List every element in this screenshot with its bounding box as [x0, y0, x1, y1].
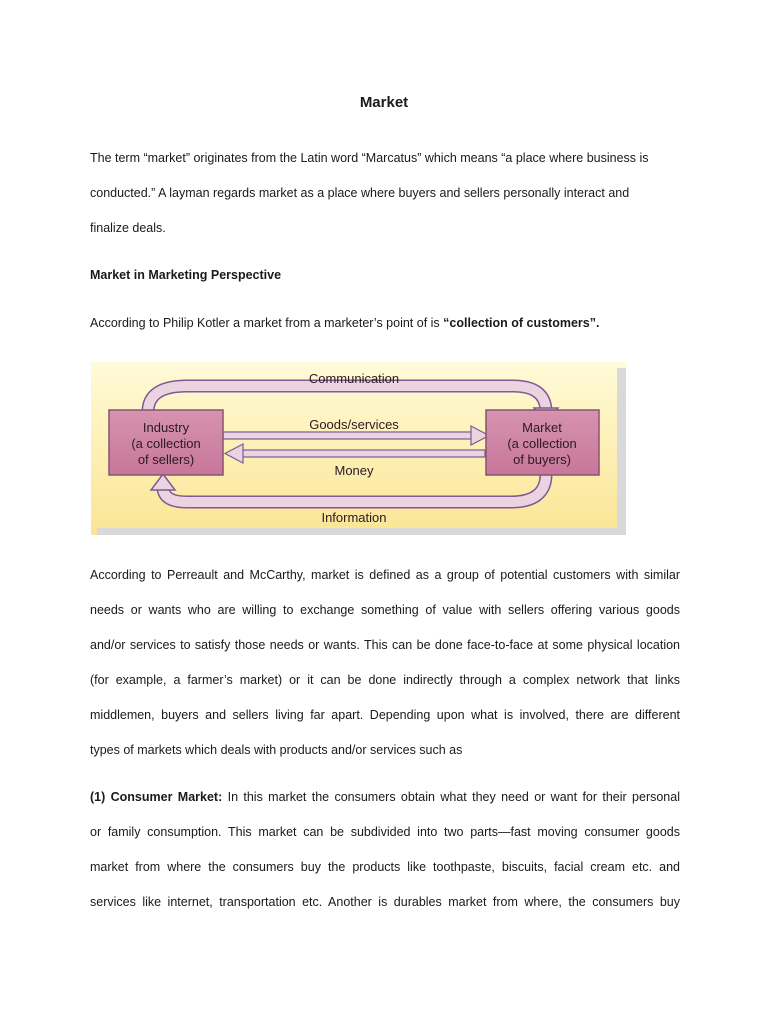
perreault-paragraph [90, 565, 680, 775]
intro-line: finalize deals. [90, 221, 166, 235]
information-label: Information [321, 510, 387, 525]
goods-arrow [223, 432, 473, 439]
consumer-text: In this market the consumers obtain what they need or want for their personal [222, 790, 680, 804]
section-heading: Market in Marketing Perspective [90, 268, 282, 282]
consumer-line: services like internet, transportation etc. Another is durables market from where, the consumers buy [90, 895, 680, 909]
perreault-line: needs or wants who are willing to exchange something of value with sellers offering various goods [90, 603, 680, 617]
perreault-line: (for example, a farmer’s market) or it can be done indirectly through a complex network that links [90, 673, 680, 687]
kotler-sentence [90, 316, 599, 330]
intro-paragraph [90, 148, 680, 253]
kotler-end: . [595, 316, 600, 330]
money-arrow [241, 450, 485, 457]
market-label: Market [522, 420, 562, 435]
diagram-shadow [617, 368, 626, 535]
consumer-line: market from where the consumers buy the products like toothpaste, biscuits, facial cream etc. and [90, 860, 680, 874]
consumer-market-paragraph [90, 787, 680, 927]
money-label: Money [334, 463, 374, 478]
industry-label: Industry [142, 420, 190, 435]
market-label: (a collection [507, 436, 577, 451]
perreault-line: and/or services to satisfy those needs or wants. This can be done face-to-face at some physical location [90, 638, 680, 652]
perreault-line: middlemen, buyers and sellers living far apart. Depending upon what is involved, there are different [90, 708, 680, 722]
consumer-line: or family consumption. This market can be subdivided into two parts—fast moving consumer goods [90, 825, 680, 839]
kotler-bold: “collection of customers” [443, 316, 596, 330]
industry-label: (a collection [131, 436, 201, 451]
diagram-shadow [97, 528, 626, 535]
goods-services-label: Goods/services [309, 417, 399, 432]
communication-label: Communication [308, 371, 400, 386]
perreault-line: According to Perreault and McCarthy, market is defined as a group of potential customers with similar [90, 568, 680, 582]
intro-line: conducted.” A layman regards market as a place where buyers and sellers personally interact and [90, 186, 630, 200]
page-title: Market [359, 94, 409, 111]
kotler-text: According to Philip Kotler a market from a marketer’s point of is [90, 316, 444, 330]
consumer-market-lead: (1) Consumer Market: [90, 790, 223, 804]
intro-line: The term “market” originates from the Latin word “Marcatus” which means “a place where business is [90, 151, 649, 165]
market-label: of buyers) [513, 452, 571, 467]
perreault-line: types of markets which deals with products and/or services such as [90, 743, 463, 757]
industry-label: of sellers) [137, 452, 195, 467]
market-diagram [91, 362, 626, 535]
consumer-line [90, 787, 680, 822]
